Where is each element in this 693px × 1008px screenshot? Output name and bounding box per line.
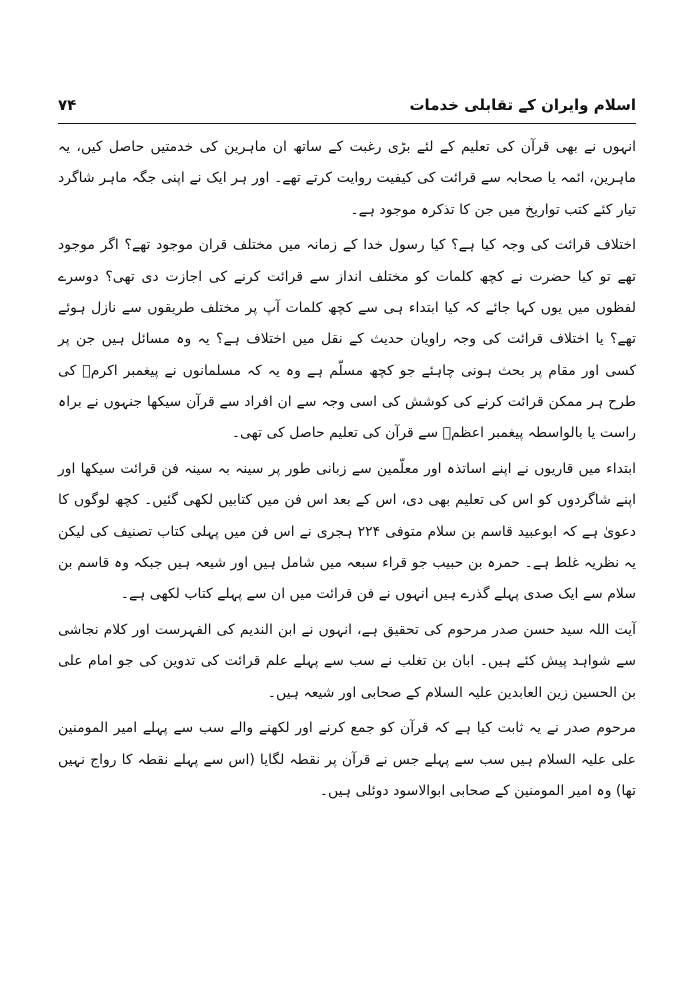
paragraph-3: ابتداء میں قاریوں نے اپنے اساتذہ اور معلّمین سے زبانی طور پر سینہ بہ سینہ فن قرائت سیکھا اور اپنے شاگردوں کو اس کی تعلیم بھی دی، اس کے بعد اس فن میں کتابیں لکھی گئیں۔ کچھ لوگوں کا دعویٰ ہے کہ ابوعبید قاسم بن سلام متوفی ۲۲۴ ہجری نے اس فن میں پہلی کتاب تصنیف کی لیکن یہ نظریہ غلط ہے۔ حمرہ بن حبیب جو قراء سبعہ میں شامل ہیں اور شیعہ ہیں جبکہ وہ قاسم بن سلام سے ایک صدی پہلے گذرے ہیں انہوں نے فن قرائت میں ان سے پہلے کتاب لکھی ہے۔ bbox=[58, 460, 637, 603]
page-header bbox=[58, 92, 636, 122]
running-title: اسلام وایران کے تقابلی خدمات bbox=[409, 96, 636, 114]
paragraph-4: آیت اللہ سید حسن صدر مرحوم کی تحقیق ہے، انہوں نے ابن الندیم کی الفہرست اور کلام نجاشی سے شواہد پیش کئے ہیں۔ ابان بن تغلب نے سب سے پہلے علم قرائت کی تدوین کی جو امام علی بن الحسین زین العابدین علیہ السلام کے صحابی اور شیعہ ہیں۔ bbox=[58, 621, 636, 701]
header-rule bbox=[58, 123, 636, 124]
paragraph-2: اختلاف قرائت کی وجہ کیا ہے؟ کیا رسول خدا کے زمانہ میں مختلف قران موجود تھے؟ اگر موجود تھے تو کیا حضرت نے کچھ کلمات کو مختلف انداز سے قرائت کرنے کی اجازت دی تھی؟ دوسرے لفظوں میں یوں کہا جائے کہ کیا ابتداء ہی سے کچھ کلمات آپ پر مختلف طریقوں سے نازل ہوئے تھے؟ یا اختلاف قرائت کی وجہ راویان حدیث کے نقل میں اختلاف ہے؟ یہ وہ مسائل ہیں جن پر کسی اور مقام پر بحث ہونی چاہئے جو کچھ مسلّم ہے وہ یہ کہ مسلمانوں نے پیغمبر اکرمؐ کی طرح ہر ممکن قرائت کرنے کی کوشش کی اسی وجہ سے ان افراد سے قرآن سیکھا جنہوں نے براہ راست یا بالواسطہ پیغمبر اعظمؐ سے قرآن کی تعلیم حاصل کی تھی۔ bbox=[58, 237, 636, 442]
paragraph-1: انہوں نے بھی قرآن کی تعلیم کے لئے بڑی رغبت کے ساتھ ان ماہرین کی خدمتیں حاصل کیں، یہ ماہرین، ائمہ یا صحابہ سے قرائت کی کیفیت روایت کرتے تھے۔ اور ہر ایک نے اپنی جگہ ماہر شاگرد تیار کئے کتب تواریخ میں جن کا تذکرہ موجود ہے۔ bbox=[58, 139, 636, 218]
paragraph-5: مرحوم صدر نے یہ ثابت کیا ہے کہ قرآن کو جمع کرنے اور لکھنے والے سب سے پہلے امیر المومنین علی علیہ السلام ہیں سب سے پہلے جس نے قرآن پر نقطہ لگایا (اس سے پہلے نقطہ کا رواج نہیں تھا) وہ امیر المومنین کے صحابی ابوالاسود دوئلی ہیں۔ bbox=[58, 720, 636, 799]
page-number: ۷۴ bbox=[58, 96, 77, 114]
body-text bbox=[58, 132, 636, 812]
